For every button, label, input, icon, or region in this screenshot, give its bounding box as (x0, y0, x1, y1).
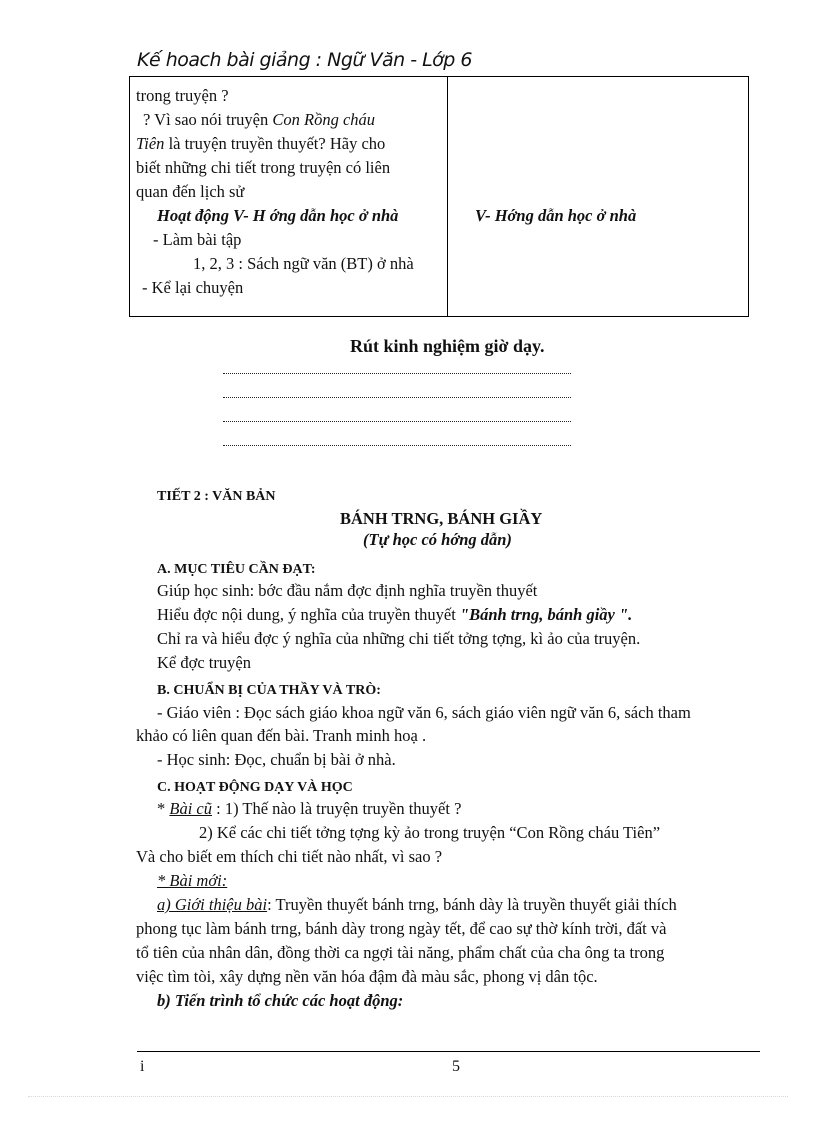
intro-text-1: : Truyền thuyết bánh trng, bánh dày là truyền thuyết giải thích (267, 895, 677, 914)
review-title: Rút kinh nghiệm giờ dạy. (350, 336, 545, 356)
process-heading: b) Tiến trình tổ chức các hoạt động: (157, 991, 404, 1010)
old-lesson-q2b: Và cho biết em thích chi tiết nào nhất, vì sao ? (136, 847, 443, 866)
page-bottom-border (28, 1096, 788, 1097)
old-lesson-line-1 (157, 798, 461, 820)
footer-rule (137, 1051, 760, 1052)
intro-line-1 (157, 894, 677, 916)
section-a-line-3: Chỉ ra và hiểu đợc ý nghĩa của những chi tiết tởng tợng, kì ảo của truyện. (157, 629, 641, 648)
question-prefix: ? Vì sao nói truyện (143, 110, 273, 129)
section-b-student: - Học sinh: Đọc, chuẩn bị bài ở nhà. (157, 750, 396, 769)
table-activity-heading: Hoạt động V- H ớng dẫn học ở nhà (157, 206, 399, 225)
section-a-heading: A. MỤC TIÊU CẦN ĐẠT: (157, 562, 316, 577)
intro-line-2: phong tục làm bánh trng, bánh dày trong ngày tết, để cao sự thờ kính trời, đất và (136, 919, 667, 938)
table-question-line-3: biết những chi tiết trong truyện có liên (136, 158, 391, 177)
intro-label: a) Giới thiệu bài (157, 895, 268, 914)
review-dotted-line-3 (223, 421, 571, 422)
section-a-story-title: "Bánh trng, bánh giầy ". (459, 605, 633, 624)
question-story-title: Con Rồng cháu (272, 110, 376, 129)
intro-line-4: việc tìm tòi, xây dựng nền văn hóa đậm đà màu sắc, phong vị dân tộc. (136, 967, 598, 986)
table-task-2: - Kể lại chuyện (142, 278, 244, 297)
section-a-line-2 (157, 604, 632, 626)
old-lesson-asterisk: * (157, 799, 170, 818)
lesson-subtitle: (Tự học có hớng dẫn) (363, 530, 512, 549)
section-b-teacher-2: khảo có liên quan đến bài. Tranh minh hoạ . (136, 726, 427, 745)
intro-line-3: tổ tiên của nhân dân, đồng thời ca ngợi tài năng, phẩm chất của cha ông ta trong (136, 943, 665, 962)
review-dotted-line-1 (223, 373, 571, 374)
section-a-line-4: Kể đợc truyện (157, 653, 251, 672)
table-right-heading: V- Hớng dẫn học ở nhà (475, 206, 637, 225)
old-lesson-q1: : 1) Thế nào là truyện truyền thuyết ? (212, 799, 462, 818)
table-left-line-1: trong truyện ? (136, 86, 229, 105)
table-question-line-2 (136, 132, 385, 156)
lesson-title: BÁNH TRNG, BÁNH GIẦY (340, 509, 543, 528)
review-dotted-line-2 (223, 397, 571, 398)
table-column-divider (447, 76, 448, 317)
section-b-teacher-1: - Giáo viên : Đọc sách giáo khoa ngữ văn 6, sách giáo viên ngữ văn 6, sách tham (157, 703, 691, 722)
review-dotted-line-4 (223, 445, 571, 446)
page-number: 5 (452, 1058, 460, 1075)
old-lesson-label: Bài cũ (169, 799, 212, 818)
question-story-title-end: Tiên (136, 134, 165, 153)
table-question-line-4: quan đến lịch sử (136, 182, 245, 201)
section-a-line-2-text: Hiểu đợc nội dung, ý nghĩa của truyền thuyết (157, 605, 460, 624)
question-rest: là truyện truyền thuyết? Hãy cho (164, 134, 386, 153)
page-header-title: Kế hoach bài giảng : Ngữ Văn - Lớp 6 (137, 49, 472, 71)
section-a-line-1: Giúp học sinh: bớc đầu nắm đợc định nghĩa truyền thuyết (157, 581, 538, 600)
lesson-label: TIẾT 2 : VĂN BẢN (157, 489, 276, 504)
section-b-heading: B. CHUẨN BỊ CỦA THẦY VÀ TRÒ: (157, 683, 381, 698)
table-task-1: - Làm bài tập (153, 230, 242, 249)
section-c-heading: C. HOẠT ĐỘNG DẠY VÀ HỌC (157, 780, 353, 795)
table-question-line-1 (143, 108, 375, 132)
table-task-1b: 1, 2, 3 : Sách ngữ văn (BT) ở nhà (193, 254, 414, 273)
old-lesson-q2a: 2) Kể các chi tiết tởng tợng kỳ ảo trong truyện “Con Rồng cháu Tiên” (199, 823, 661, 842)
new-lesson-label: * Bài mới: (157, 871, 228, 890)
footer-left-mark: i (140, 1058, 145, 1075)
